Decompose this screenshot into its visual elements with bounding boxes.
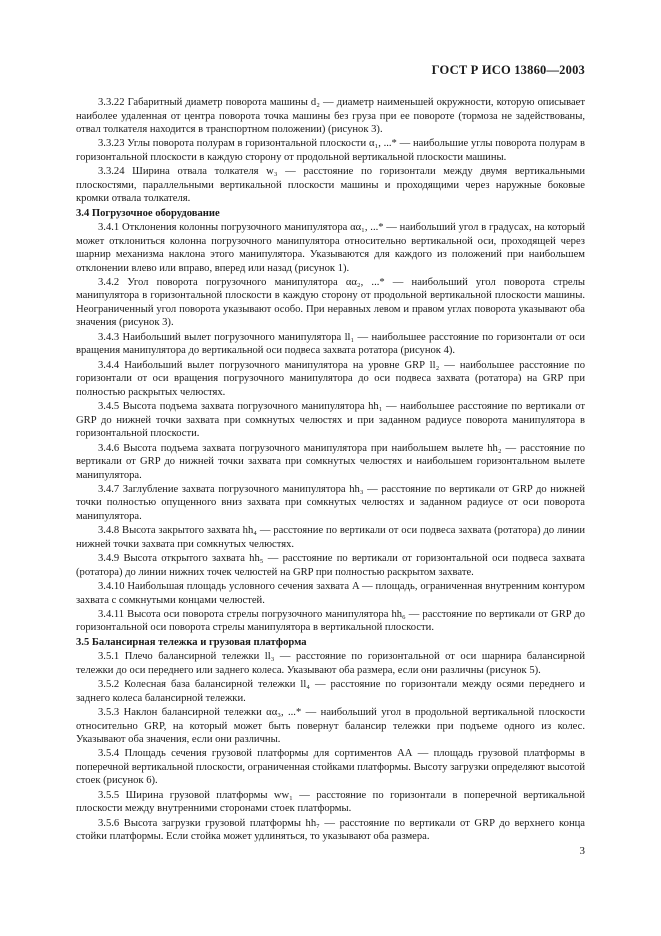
clause-paragraph: 3.4.5 Высота подъема захвата погрузочного манипулятора hh₁ — наибольшее расстояние по вертикали от GRP до нижней точки захвата при сомкнутых челюстях и при заданном радиусе поворота манипулятора в горизонтальной плоскости. (76, 401, 585, 440)
clause-paragraph: 3.5.3 Наклон балансирной тележки αα₃, ...* — наибольший угол в продольной вертикальной плоскости относительно GRP, на который может быть повернут балансир тележки при подъеме одного из колес. Указывают оба значения, если они различны. (76, 707, 585, 746)
clause-paragraph: 3.4.7 Заглубление захвата погрузочного манипулятора hh₃ — расстояние по вертикали от GRP до нижней точки полностью опущенного вниз захвата при сомкнутых челюстях и заданном радиусе от оси поворота манипулятора. (76, 483, 585, 522)
section-heading: 3.5 Балансирная тележка и грузовая платформа (76, 636, 307, 648)
clause-paragraph: 3.5.5 Ширина грузовой платформы ww₁ — расстояние по горизонтали в поперечной вертикальной плоскости между внутренними сторонами стоек платформы. (76, 789, 585, 815)
page-number: 3 (579, 845, 585, 857)
document-body (76, 96, 585, 844)
clause-paragraph: 3.4.2 Угол поворота погрузочного манипулятора αα₂, ...* — наибольший угол поворота стрелы манипулятора в горизонтальной плоскости в каждую сторону от продольной вертикальной плоскости машины. Неограниченный угол поворота указывают особо. При неравных левом и правом углах поворота указывают оба значения (рисунок 3). (76, 276, 585, 329)
clause-paragraph: 3.3.23 Углы поворота полурам в горизонтальной плоскости α₁, ...* — наибольшие углы поворота полурам в горизонтальной плоскости в каждую сторону от продольной вертикальной плоскости машины. (76, 138, 585, 163)
clause-paragraph: 3.3.22 Габаритный диаметр поворота машины d₂ — диаметр наименьшей окружности, которую описывает наиболее удаленная от центра поворота точка машины без груза при ее повороте (тормоза не задействованы, отвал толкателя находится в транспортном положении) (рисунок 3). (76, 97, 585, 135)
section-heading: 3.4 Погрузочное оборудование (76, 207, 220, 219)
clause-paragraph: 3.4.3 Наибольший вылет погрузочного манипулятора ll₁ — наибольшее расстояние по горизонтали от оси вращения манипулятора до вертикальной оси подвеса захвата ротатора (рисунок 4). (76, 331, 585, 357)
clause-paragraph: 3.4.8 Высота закрытого захвата hh₄ — расстояние по вертикали от оси подвеса захвата (ротатора) до линии нижней точки захвата при сомкнутых челюстях. (76, 525, 585, 550)
standard-header: ГОСТ Р ИСО 13860—2003 (431, 63, 585, 77)
clause-paragraph: 3.4.10 Наибольшая площадь условного сечения захвата A — площадь, ограниченная внутренним контуром захвата с сомкнутыми концами челюстей. (76, 581, 585, 606)
clause-paragraph: 3.4.1 Отклонения колонны погрузочного манипулятора αα₁, ...* — наибольший угол в градусах, на который может отклониться колонна погрузочного манипулятора относительно вертикальной оси, проходящей через шарнир механизма наклона этого манипулятора. Указываются для каждого из положений при наибольшем отклонении влево или вправо, вперед или назад (рисунок 1). (76, 222, 585, 274)
clause-paragraph: 3.5.4 Площадь сечения грузовой платформы для сортиментов АА — площадь грузовой платформы в поперечной вертикальной плоскости, ограниченная стойками платформы. Высоту загрузки определяют высотой стоек (рисунок 6). (76, 748, 585, 787)
clause-paragraph: 3.5.2 Колесная база балансирной тележки ll₄ — расстояние по горизонтали между осями переднего и заднего колеса балансирной тележки. (76, 679, 585, 704)
clause-paragraph: 3.4.9 Высота открытого захвата hh₅ — расстояние по вертикали от горизонтальной оси подвеса захвата (ротатора) до линии нижних точек челюстей на GRP при полностью раскрытом захвате. (76, 553, 585, 578)
clause-paragraph: 3.4.4 Наибольший вылет погрузочного манипулятора на уровне GRP ll₂ — наибольшее расстояние по горизонтали от оси вращения погрузочного манипулятора до оси подвеса захвата (ротатора) на GRP при полностью раскрытых челюстях. (76, 359, 585, 398)
clause-paragraph: 3.4.11 Высота оси поворота стрелы погрузочного манипулятора hh₆ — расстояние по вертикали от GRP до горизонтальной оси поворота стрелы манипулятора в вертикальной плоскости. (76, 608, 585, 634)
clause-paragraph: 3.4.6 Высота подъема захвата погрузочного манипулятора при наибольшем вылете hh₂ — расстояние по вертикали от GRP до нижней точки захвата при сомкнутых челюстях и наибольшем горизонтальном вылете манипулятора. (76, 442, 585, 481)
clause-paragraph: 3.5.6 Высота загрузки грузовой платформы hh₇ — расстояние по вертикали от GRP до верхнего конца стойки платформы. Если стойка может удлиняться, то указывают оба размера. (76, 817, 585, 843)
clause-paragraph: 3.5.1 Плечо балансирной тележки ll₃ — расстояние по горизонтальной от оси шарнира балансирной тележки до оси переднего или заднего колеса. Указывают оба размера, если они различны (рисунок 5). (76, 651, 585, 676)
clause-paragraph: 3.3.24 Ширина отвала толкателя w₃ — расстояние по горизонтали между двумя вертикальными плоскостями, параллельными вертикальной плоскости машины и проходящими через наружные боковые кромки отвала толкателя. (76, 166, 585, 205)
